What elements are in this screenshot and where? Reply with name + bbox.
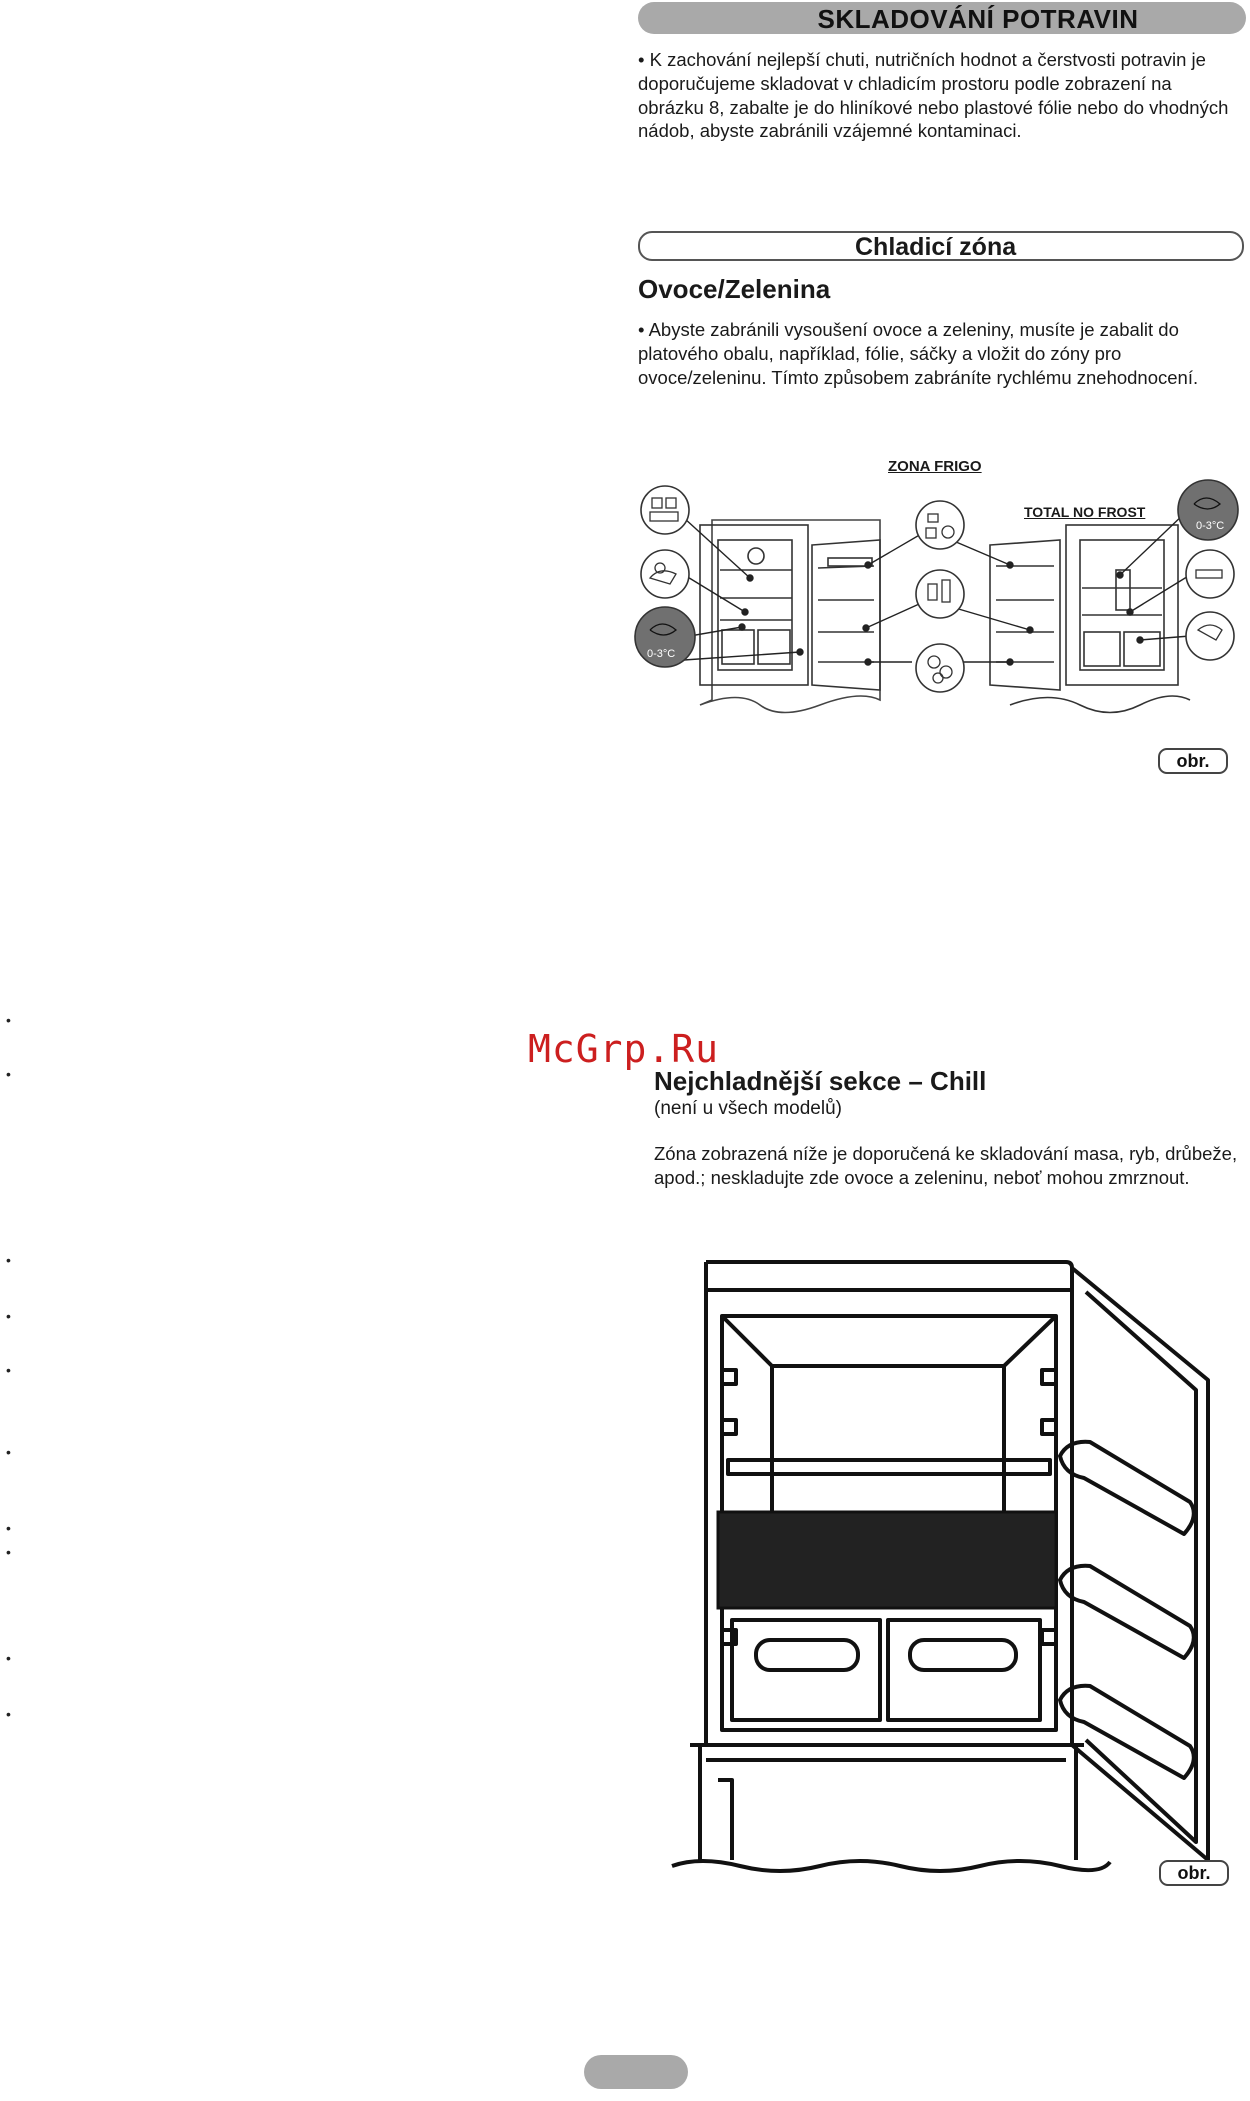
figure1-temp-right: 0-3°C bbox=[1196, 520, 1225, 532]
section-header-title: SKLADOVÁNÍ POTRAVIN bbox=[817, 4, 1139, 34]
margin-bullet: • bbox=[6, 1650, 11, 1666]
margin-bullet: • bbox=[6, 1308, 11, 1324]
margin-bullet: • bbox=[6, 1544, 11, 1560]
fruit-paragraph: • Abyste zabránili vysoušení ovoce a zeleniny, musíte je zabalit do platového obalu, například, fólie, sáčky a vložit do zóny pro ovoce/zeleninu. Tímto způsobem zabráníte rychlému znehodnocení. bbox=[638, 319, 1199, 388]
intro-paragraph: • K zachování nejlepší chuti, nutričních hodnot a čerstvosti potravin je doporučujeme skladovat v chladicím prostoru podle zobrazení na obrázku 8, zabalte je do hliníkové nebo plastové fólie nebo do vhodných nádob, abyste zabránili vzájemné kontaminaci. bbox=[638, 49, 1229, 142]
margin-bullet: • bbox=[6, 1520, 11, 1536]
margin-bullet: • bbox=[6, 1706, 11, 1722]
chill-section-subtitle: (není u všech modelů) bbox=[654, 1098, 842, 1119]
chill-section-title: Nejchladnější sekce – Chill bbox=[654, 1066, 987, 1096]
watermark: McGrp.Ru bbox=[528, 1027, 720, 1071]
margin-bullet: • bbox=[6, 1444, 11, 1460]
figure1-title: ZONA FRIGO bbox=[888, 458, 982, 475]
figure1-total-no-frost-label: TOTAL NO FROST bbox=[1024, 504, 1146, 520]
page-number-pill bbox=[584, 2055, 688, 2089]
fruit-section-title: Ovoce/Zelenina bbox=[638, 274, 831, 304]
figure1-label: obr. bbox=[1158, 748, 1228, 774]
margin-bullet: • bbox=[6, 1362, 11, 1378]
figure1-temp-left: 0-3°C bbox=[647, 648, 676, 660]
margin-bullet: • bbox=[6, 1012, 11, 1028]
margin-bullet: • bbox=[6, 1252, 11, 1268]
margin-bullet: • bbox=[6, 1066, 11, 1082]
zone-title: Chladicí zóna bbox=[855, 233, 1017, 261]
figure2-label: obr. bbox=[1159, 1860, 1229, 1886]
chill-paragraph: Zóna zobrazená níže je doporučená ke skladování masa, ryb, drůbeže, apod.; neskladujte zde ovoce a zeleninu, neboť mohou zmrznout. bbox=[654, 1143, 1238, 1188]
chill-compartment bbox=[718, 1512, 1056, 1608]
